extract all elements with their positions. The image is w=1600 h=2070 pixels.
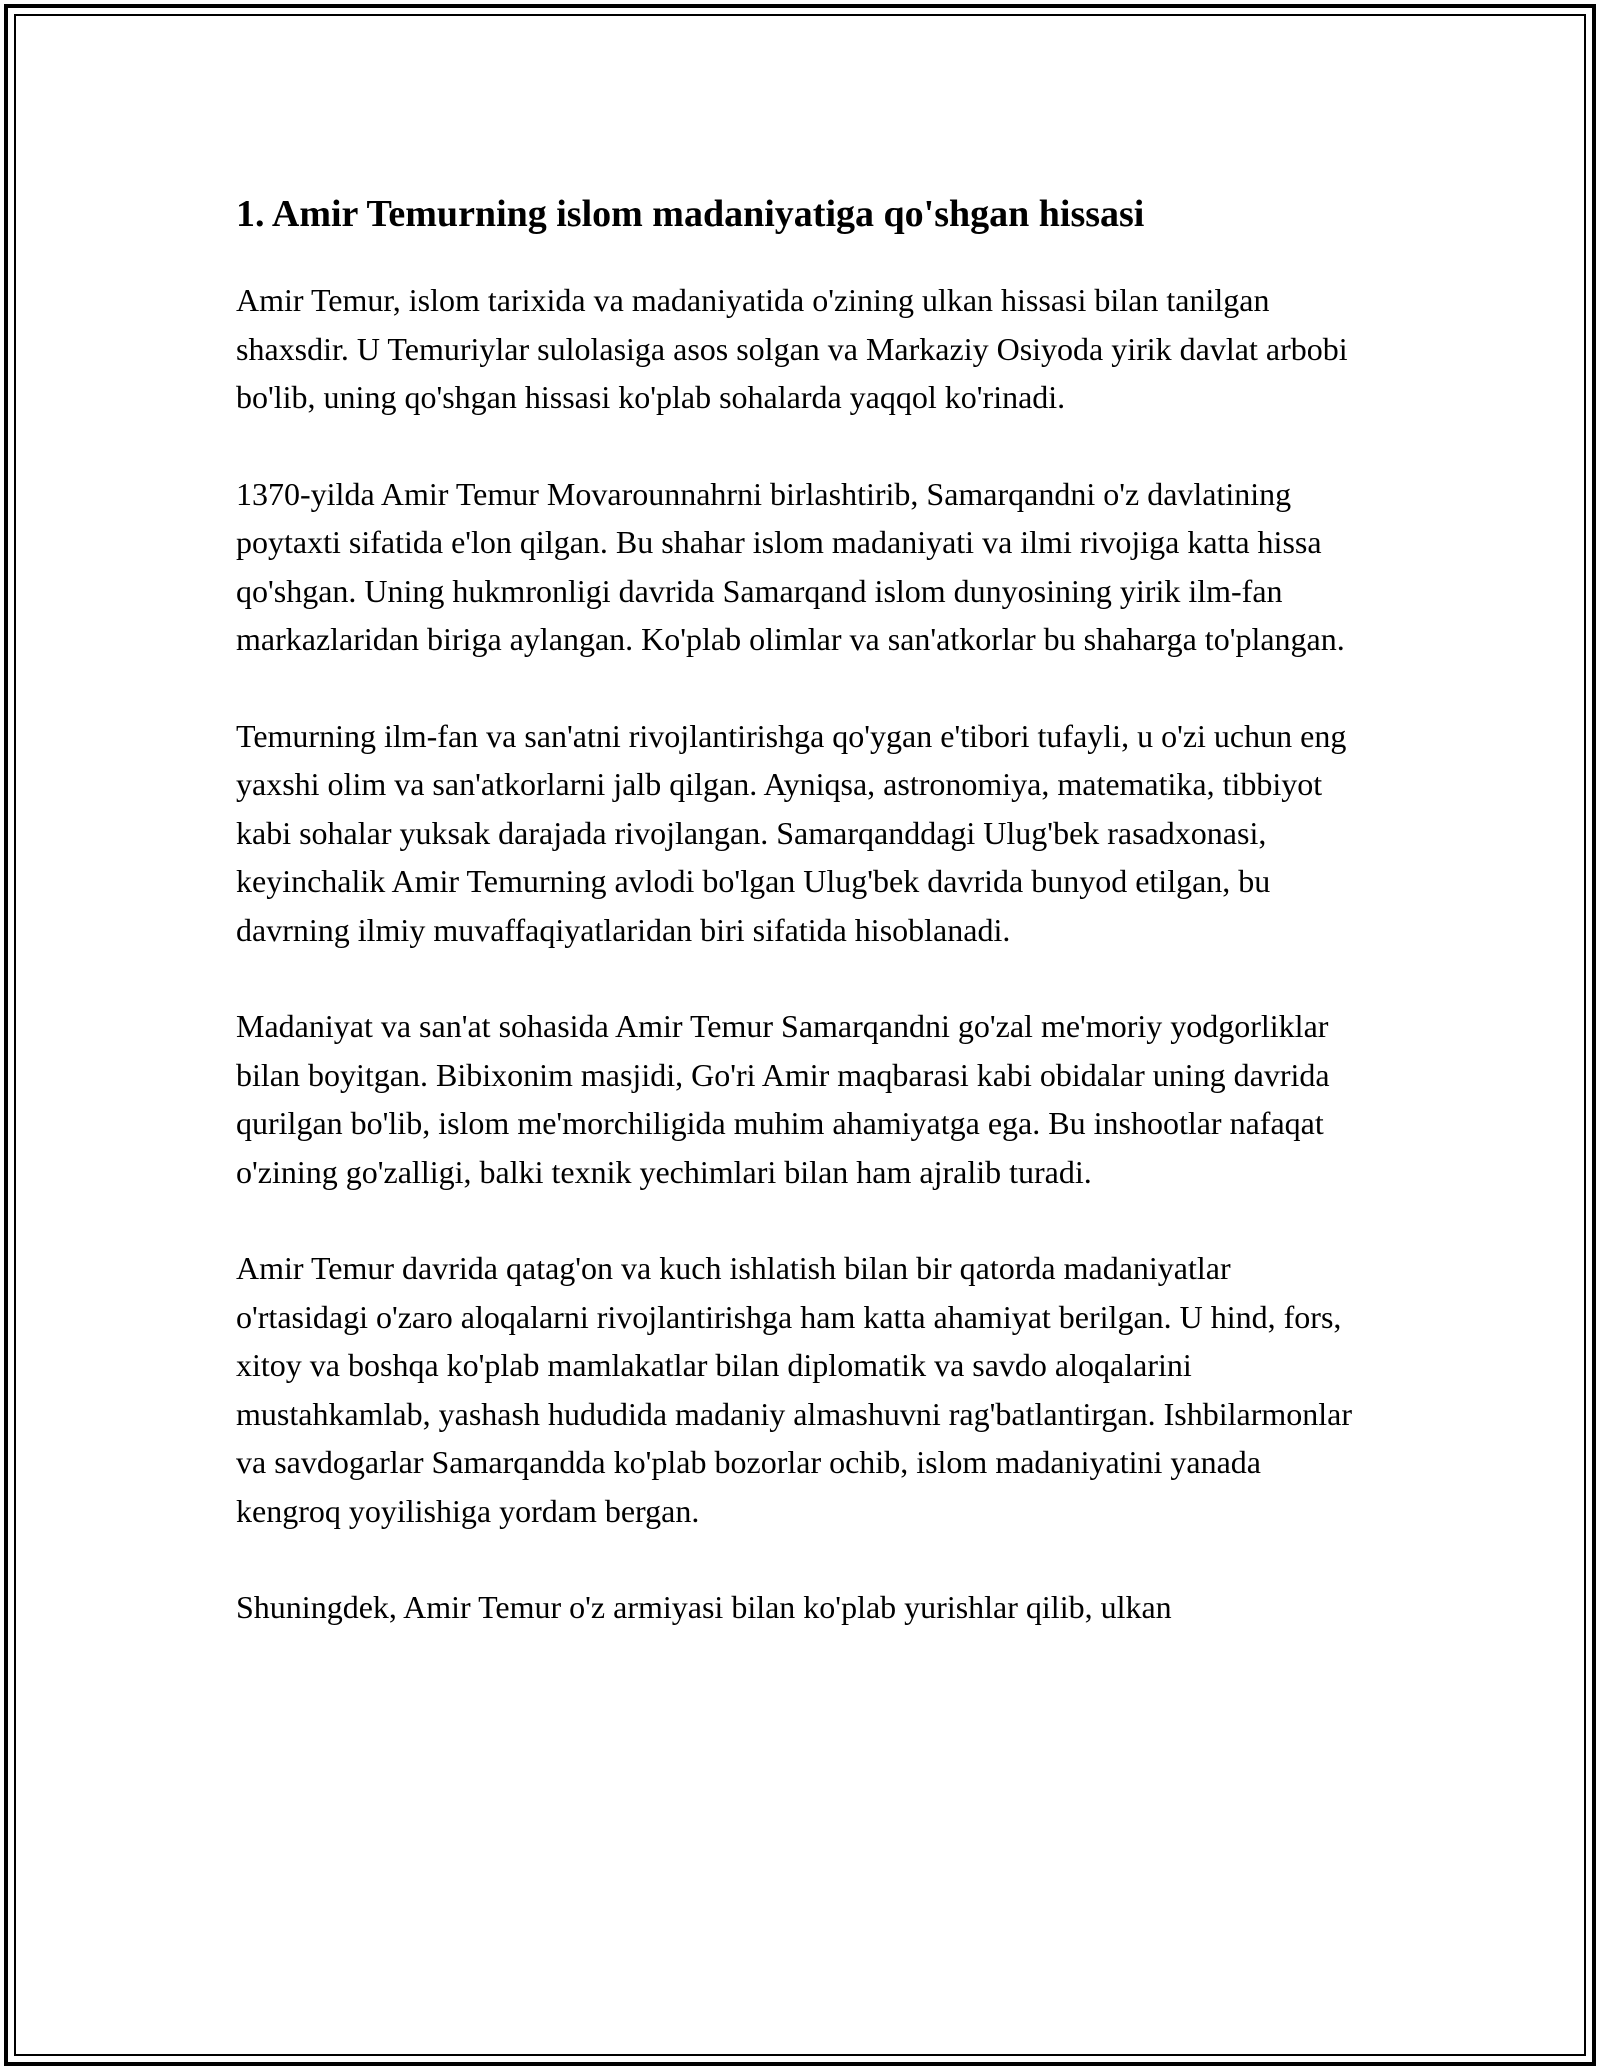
document-title: 1. Amir Temurning islom madaniyatiga qo'shgan hissasi: [236, 193, 1145, 235]
paragraph-5: Amir Temur davrida qatag'on va kuch ishlatish bilan bir qatorda madaniyatlar o'rtasidagi o'zaro aloqalarni rivojlantirishga ham katta ahamiyat berilgan. U hind, fors, xitoy va boshqa ko'plab mamlakatlar bilan diplomatik va savdo aloqalarini mustahkamlab, yashash hududida madaniy almashuvni rag'batlantirgan. Ishbilarmonlar va savdogarlar Samarqandda ko'plab bozorlar ochib, islom madaniyatini yanada kengroq yoyilishiga yordam bergan.: [236, 1250, 1353, 1529]
paragraph-4: Madaniyat va san'at sohasida Amir Temur Samarqandni go'zal me'moriy yodgorliklar bilan boyitgan. Bibixonim masjidi, Go'ri Amir maqbarasi kabi obidalar uning davrida qurilgan bo'lib, islom me'morchiligida muhim ahamiyatga ega. Bu inshootlar nafaqat o'zining go'zalligi, balki texnik yechimlari bilan ham ajralib turadi.: [236, 1008, 1330, 1190]
document-body: [236, 188, 1366, 1680]
paragraph-3: Temurning ilm-fan va san'atni rivojlantirishga qo'ygan e'tibori tufayli, u o'zi uchun eng yaxshi olim va san'atkorlarni jalb qilgan. Ayniqsa, astronomiya, matematika, tibbiyot kabi sohalar yuksak darajada rivojlangan. Samarqanddagi Ulug'bek rasadxonasi, keyinchalik Amir Temurning avlodi bo'lgan Ulug'bek davrida bunyod etilgan, bu davrning ilmiy muvaffaqiyatlaridan biri sifatida hisoblanadi.: [236, 717, 1347, 948]
paragraph-6: Shuningdek, Amir Temur o'z armiyasi bilan ko'plab yurishlar qilib, ulkan: [236, 1589, 1172, 1625]
paragraph-1: Amir Temur, islom tarixida va madaniyatida o'zining ulkan hissasi bilan tanilgan shaxsdir. U Temuriylar sulolasiga asos solgan va Markaziy Osiyoda yirik davlat arbobi bo'lib, uning qo'shgan hissasi ko'plab sohalarda yaqqol ko'rinadi.: [236, 282, 1348, 415]
paragraph-2: 1370-yilda Amir Temur Movarounnahrni birlashtirib, Samarqandni o'z davlatining poytaxti sifatida e'lon qilgan. Bu shahar islom madaniyati va ilmi rivojiga katta hissa qo'shgan. Uning hukmronligi davrida Samarqand islom dunyosining yirik ilm-fan markazlaridan biriga aylangan. Ko'plab olimlar va san'atkorlar bu shaharga to'plangan.: [236, 475, 1345, 657]
